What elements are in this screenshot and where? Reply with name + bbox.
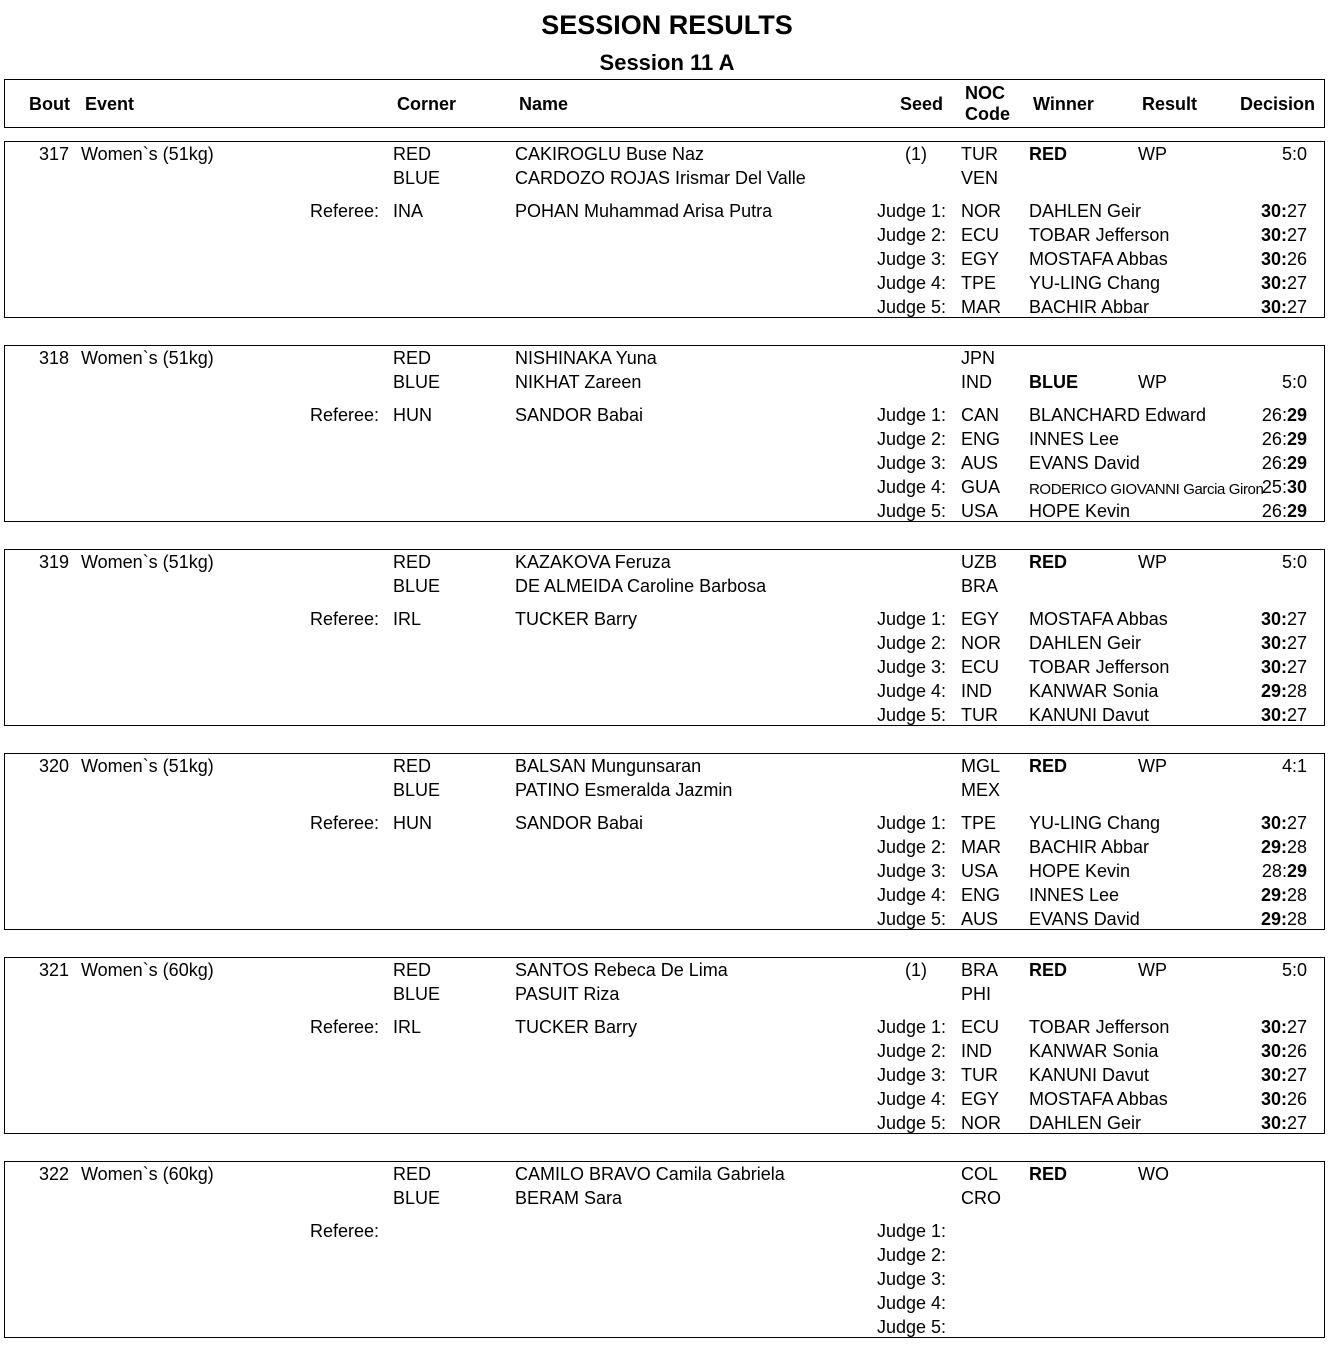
event-name: Women`s (51kg) — [81, 348, 214, 368]
judge-label: Judge 3: — [876, 249, 946, 269]
score-separator: : — [1281, 429, 1287, 449]
corner-blue-label: BLUE — [393, 168, 441, 188]
result-code: WP — [1138, 960, 1167, 980]
judge-noc: AUS — [961, 909, 999, 929]
score-separator: : — [1280, 609, 1287, 629]
score-separator: : — [1280, 705, 1287, 725]
judge-score — [1261, 633, 1307, 654]
judge-score — [1261, 1113, 1307, 1134]
judge-score-red: 30 — [1260, 633, 1281, 653]
judge-score — [1262, 477, 1307, 498]
judge-label: Judge 4: — [876, 681, 946, 701]
winner-corner: RED — [1029, 1164, 1068, 1184]
judge-noc: CAN — [961, 405, 1000, 425]
score-separator: : — [1280, 657, 1287, 677]
red-boxer-name: CAKIROGLU Buse Naz — [515, 144, 705, 164]
judge-name: DAHLEN Geir — [1029, 201, 1142, 221]
red-boxer-name: NISHINAKA Yuna — [515, 348, 657, 368]
bout-number: 322 — [38, 1164, 69, 1184]
judge-noc: NOR — [961, 1113, 1001, 1133]
red-seed: (1) — [905, 960, 927, 980]
judge-score-blue: 26 — [1286, 1089, 1307, 1109]
result-code: WP — [1138, 144, 1167, 164]
referee-noc: HUN — [393, 405, 432, 425]
judge-name: TOBAR Jefferson — [1029, 657, 1170, 677]
judge-label: Judge 5: — [876, 1113, 946, 1133]
judge-label: Judge 2: — [876, 429, 946, 449]
header-corner: Corner — [397, 94, 457, 114]
judge-label: Judge 4: — [876, 1089, 946, 1109]
blue-boxer-name: NIKHAT Zareen — [515, 372, 642, 392]
judge-score-blue: 27 — [1286, 1113, 1307, 1133]
score-separator: : — [1280, 909, 1287, 929]
judge-name: INNES Lee — [1029, 429, 1120, 449]
judge-label: Judge 3: — [876, 1269, 946, 1289]
event-name: Women`s (51kg) — [81, 552, 214, 572]
judge-score-red: 30 — [1260, 273, 1281, 293]
header-winner: Winner — [1033, 94, 1094, 114]
judge-score-blue: 29 — [1286, 429, 1307, 449]
blue-noc: VEN — [961, 168, 999, 188]
judge-score-blue: 27 — [1286, 1065, 1307, 1085]
judge-name: HOPE Kevin — [1029, 501, 1131, 521]
score-separator: : — [1280, 1041, 1287, 1061]
referee-label: Referee: — [309, 405, 379, 425]
judge-label: Judge 3: — [876, 1065, 946, 1085]
judge-name: TOBAR Jefferson — [1029, 1017, 1170, 1037]
judge-name: MOSTAFA Abbas — [1029, 249, 1168, 269]
score-separator: : — [1281, 477, 1287, 497]
header-noc: NOC — [965, 83, 1005, 103]
score-separator: : — [1280, 837, 1287, 857]
referee-noc: HUN — [393, 813, 432, 833]
judge-noc: IND — [961, 681, 992, 701]
referee-label: Referee: — [309, 1017, 379, 1037]
judge-name: KANWAR Sonia — [1029, 681, 1159, 701]
referee-label: Referee: — [309, 609, 379, 629]
judge-name: EVANS David — [1029, 453, 1140, 473]
red-noc: COL — [961, 1164, 999, 1184]
judge-noc: ECU — [961, 1017, 1000, 1037]
judge-score-red: 30 — [1260, 249, 1281, 269]
corner-blue-label: BLUE — [393, 984, 441, 1004]
judge-score-red: 30 — [1260, 201, 1281, 221]
score-separator: : — [1280, 813, 1287, 833]
judge-score — [1261, 837, 1307, 858]
blue-noc: IND — [961, 372, 992, 392]
blue-noc: PHI — [961, 984, 992, 1004]
result-code: WO — [1138, 1164, 1169, 1184]
judge-noc: TPE — [961, 273, 997, 293]
header-name: Name — [519, 94, 569, 114]
judge-noc: TUR — [961, 705, 998, 725]
judge-name: BLANCHARD Edward — [1029, 405, 1207, 425]
blue-noc: MEX — [961, 780, 1001, 800]
judge-score-red: 30 — [1260, 657, 1281, 677]
corner-blue-label: BLUE — [393, 576, 441, 596]
red-boxer-name: SANTOS Rebeca De Lima — [515, 960, 728, 980]
blue-boxer-name: PASUIT Riza — [515, 984, 620, 1004]
judge-score — [1261, 225, 1307, 246]
judge-score-blue: 29 — [1286, 861, 1307, 881]
judge-score-blue: 26 — [1286, 1041, 1307, 1061]
result-code: WP — [1138, 552, 1167, 572]
judge-name: HOPE Kevin — [1029, 861, 1131, 881]
blue-noc: BRA — [961, 576, 999, 596]
corner-red-label: RED — [393, 756, 432, 776]
blue-boxer-name: PATINO Esmeralda Jazmin — [515, 780, 733, 800]
bout-number: 318 — [38, 348, 69, 368]
judge-label: Judge 4: — [876, 1293, 946, 1313]
judge-noc: GUA — [961, 477, 1001, 497]
referee-name: TUCKER Barry — [515, 609, 638, 629]
judge-noc: TPE — [961, 813, 997, 833]
judge-score-blue: 27 — [1286, 633, 1307, 653]
judge-label: Judge 5: — [876, 909, 946, 929]
judge-score — [1262, 501, 1307, 522]
red-noc: UZB — [961, 552, 997, 572]
score-separator: : — [1281, 861, 1287, 881]
judge-score — [1261, 813, 1307, 834]
judge-score — [1262, 405, 1307, 426]
judge-name: KANUNI Davut — [1029, 705, 1150, 725]
judge-noc: TUR — [961, 1065, 998, 1085]
judge-noc: USA — [961, 861, 999, 881]
judge-score-blue: 29 — [1286, 405, 1307, 425]
judge-score-blue: 27 — [1286, 657, 1307, 677]
column-header-row — [4, 79, 1325, 128]
judge-score-red: 30 — [1260, 705, 1281, 725]
judge-score-blue: 27 — [1286, 609, 1307, 629]
judge-label: Judge 1: — [876, 813, 946, 833]
judge-score-red: 30 — [1260, 813, 1281, 833]
score-separator: : — [1280, 681, 1287, 701]
judge-score-red: 25 — [1261, 477, 1282, 497]
corner-red-label: RED — [393, 144, 432, 164]
judge-score-red: 28 — [1261, 861, 1282, 881]
bout-number: 320 — [38, 756, 69, 776]
judge-label: Judge 2: — [876, 1041, 946, 1061]
red-noc: TUR — [961, 144, 998, 164]
score-separator: : — [1281, 453, 1287, 473]
judge-score — [1261, 609, 1307, 630]
judge-score-red: 30 — [1260, 225, 1281, 245]
blue-boxer-name: DE ALMEIDA Caroline Barbosa — [515, 576, 767, 596]
event-name: Women`s (51kg) — [81, 144, 214, 164]
judge-score-blue: 28 — [1286, 681, 1307, 701]
judge-score-blue: 30 — [1286, 477, 1307, 497]
judge-score — [1261, 273, 1307, 294]
judge-name: INNES Lee — [1029, 885, 1120, 905]
referee-label: Referee: — [309, 1221, 379, 1241]
referee-noc: IRL — [393, 609, 422, 629]
winner-corner: RED — [1029, 960, 1068, 980]
decision-score: 5:0 — [1281, 372, 1307, 392]
judge-noc: AUS — [961, 453, 999, 473]
judge-score — [1262, 453, 1307, 474]
judge-noc: ECU — [961, 225, 1000, 245]
judge-name: KANWAR Sonia — [1029, 1041, 1159, 1061]
winner-corner: RED — [1029, 144, 1068, 164]
judge-score — [1261, 657, 1307, 678]
judge-score-red: 30 — [1260, 1065, 1281, 1085]
score-separator: : — [1280, 1017, 1287, 1037]
decision-score: 4:1 — [1281, 756, 1307, 776]
bout-number: 319 — [38, 552, 69, 572]
judge-noc: ENG — [961, 885, 1001, 905]
header-decision: Decision — [1240, 94, 1316, 114]
judge-label: Judge 2: — [876, 633, 946, 653]
referee-name: POHAN Muhammad Arisa Putra — [515, 201, 773, 221]
judge-score-red: 30 — [1260, 1017, 1281, 1037]
judge-score-red: 30 — [1260, 1113, 1281, 1133]
result-code: WP — [1138, 756, 1167, 776]
blue-noc: CRO — [961, 1188, 1001, 1208]
winner-corner: RED — [1029, 756, 1068, 776]
red-boxer-name: KAZAKOVA Feruza — [515, 552, 671, 572]
judge-score — [1262, 429, 1307, 450]
corner-blue-label: BLUE — [393, 1188, 441, 1208]
decision-score: 5:0 — [1281, 144, 1307, 164]
referee-noc: IRL — [393, 1017, 422, 1037]
judge-noc: MAR — [961, 297, 1001, 317]
red-noc: BRA — [961, 960, 999, 980]
judge-noc: ECU — [961, 657, 1000, 677]
winner-corner: BLUE — [1029, 372, 1078, 392]
red-noc: MGL — [961, 756, 1001, 776]
score-separator: : — [1280, 1065, 1287, 1085]
judge-label: Judge 1: — [876, 1017, 946, 1037]
bout-card — [4, 141, 1325, 318]
judge-label: Judge 3: — [876, 657, 946, 677]
bout-card — [4, 1161, 1325, 1338]
judge-label: Judge 2: — [876, 1245, 946, 1265]
judge-score-blue: 29 — [1286, 501, 1307, 521]
judge-score — [1261, 1041, 1307, 1062]
corner-red-label: RED — [393, 348, 432, 368]
header-result: Result — [1142, 94, 1198, 114]
blue-boxer-name: CARDOZO ROJAS Irismar Del Valle — [515, 168, 806, 188]
judge-score — [1261, 909, 1307, 930]
score-separator: : — [1280, 249, 1287, 269]
judge-name: BACHIR Abbar — [1029, 837, 1150, 857]
judge-noc: EGY — [961, 609, 1000, 629]
score-separator: : — [1281, 405, 1287, 425]
red-boxer-name: CAMILO BRAVO Camila Gabriela — [515, 1164, 785, 1184]
event-name: Women`s (60kg) — [81, 1164, 214, 1184]
header-bout: Bout — [29, 94, 70, 114]
header-event: Event — [85, 94, 135, 114]
judge-score-red: 30 — [1260, 609, 1281, 629]
judge-score-blue: 27 — [1286, 297, 1307, 317]
judge-label: Judge 5: — [876, 705, 946, 725]
referee-name: SANDOR Babai — [515, 813, 644, 833]
decision-score: 5:0 — [1281, 960, 1307, 980]
judge-score-red: 29 — [1260, 909, 1281, 929]
judge-label: Judge 5: — [876, 501, 946, 521]
judge-score-blue: 27 — [1286, 1017, 1307, 1037]
bout-card — [4, 957, 1325, 1134]
judge-noc: NOR — [961, 201, 1001, 221]
red-boxer-name: BALSAN Mungunsaran — [515, 756, 702, 776]
judge-noc: NOR — [961, 633, 1001, 653]
judge-name: EVANS David — [1029, 909, 1140, 929]
judge-label: Judge 4: — [876, 885, 946, 905]
judge-label: Judge 1: — [876, 405, 946, 425]
judge-score-blue: 28 — [1286, 885, 1307, 905]
judge-name: DAHLEN Geir — [1029, 633, 1142, 653]
judge-score — [1261, 681, 1307, 702]
event-name: Women`s (60kg) — [81, 960, 214, 980]
score-separator: : — [1280, 1089, 1287, 1109]
judge-noc: IND — [961, 1041, 992, 1061]
judge-score-blue: 26 — [1286, 249, 1307, 269]
judge-score-blue: 28 — [1286, 837, 1307, 857]
judge-noc: MAR — [961, 837, 1001, 857]
judge-score-blue: 29 — [1286, 453, 1307, 473]
judge-score-blue: 28 — [1286, 909, 1307, 929]
judge-name: TOBAR Jefferson — [1029, 225, 1170, 245]
score-separator: : — [1280, 885, 1287, 905]
winner-corner: RED — [1029, 552, 1068, 572]
judge-score-blue: 27 — [1286, 273, 1307, 293]
judge-name: BACHIR Abbar — [1029, 297, 1150, 317]
judge-score-red: 29 — [1260, 885, 1281, 905]
referee-label: Referee: — [309, 813, 379, 833]
bout-number: 317 — [38, 144, 69, 164]
judge-score — [1261, 885, 1307, 906]
corner-red-label: RED — [393, 1164, 432, 1184]
judge-name: MOSTAFA Abbas — [1029, 609, 1168, 629]
judge-score — [1261, 201, 1307, 222]
judge-score-red: 29 — [1260, 837, 1281, 857]
bout-number: 321 — [38, 960, 69, 980]
corner-blue-label: BLUE — [393, 372, 441, 392]
judge-score-red: 26 — [1261, 429, 1282, 449]
judge-name: DAHLEN Geir — [1029, 1113, 1142, 1133]
decision-score: 5:0 — [1281, 552, 1307, 572]
judge-score-blue: 27 — [1286, 813, 1307, 833]
judge-score — [1261, 1017, 1307, 1038]
judge-score-red: 29 — [1260, 681, 1281, 701]
judge-score — [1261, 1065, 1307, 1086]
bout-card — [4, 753, 1325, 930]
judge-score-blue: 27 — [1286, 705, 1307, 725]
judge-score-red: 30 — [1260, 1089, 1281, 1109]
referee-name: SANDOR Babai — [515, 405, 644, 425]
judge-label: Judge 5: — [876, 297, 946, 317]
red-noc: JPN — [961, 348, 996, 368]
judge-label: Judge 4: — [876, 477, 946, 497]
judge-label: Judge 1: — [876, 201, 946, 221]
judge-score — [1261, 1089, 1307, 1110]
judge-noc: EGY — [961, 249, 1000, 269]
red-seed: (1) — [905, 144, 927, 164]
blue-boxer-name: BERAM Sara — [515, 1188, 623, 1208]
score-separator: : — [1280, 297, 1287, 317]
judge-name: MOSTAFA Abbas — [1029, 1089, 1168, 1109]
score-separator: : — [1280, 201, 1287, 221]
score-separator: : — [1280, 633, 1287, 653]
judge-score-blue: 27 — [1286, 201, 1307, 221]
judge-noc: USA — [961, 501, 999, 521]
judge-label: Judge 3: — [876, 453, 946, 473]
result-code: WP — [1138, 372, 1167, 392]
judge-label: Judge 5: — [876, 1317, 946, 1337]
judge-noc: EGY — [961, 1089, 1000, 1109]
judge-noc: ENG — [961, 429, 1001, 449]
bout-card — [4, 345, 1325, 522]
judge-label: Judge 1: — [876, 609, 946, 629]
judge-label: Judge 3: — [876, 861, 946, 881]
referee-name: TUCKER Barry — [515, 1017, 638, 1037]
header-seed: Seed — [900, 94, 944, 114]
corner-red-label: RED — [393, 960, 432, 980]
session-subtitle: Session 11 A — [599, 50, 735, 75]
referee-noc: INA — [393, 201, 424, 221]
judge-label: Judge 2: — [876, 837, 946, 857]
judge-label: Judge 4: — [876, 273, 946, 293]
judge-name: KANUNI Davut — [1029, 1065, 1150, 1085]
judge-score-red: 30 — [1260, 297, 1281, 317]
score-separator: : — [1281, 501, 1287, 521]
judge-score-blue: 27 — [1286, 225, 1307, 245]
judge-name: YU-LING Chang — [1029, 273, 1161, 293]
judge-score — [1261, 297, 1307, 318]
judge-score — [1261, 705, 1307, 726]
corner-blue-label: BLUE — [393, 780, 441, 800]
judge-score-red: 26 — [1261, 453, 1282, 473]
judge-score-red: 26 — [1261, 501, 1282, 521]
judge-name: RODERICO GIOVANNI Garcia Giron — [1029, 481, 1264, 498]
judge-name: YU-LING Chang — [1029, 813, 1161, 833]
judge-label: Judge 1: — [876, 1221, 946, 1241]
judge-score — [1261, 249, 1307, 270]
judge-score — [1262, 861, 1307, 882]
score-separator: : — [1280, 225, 1287, 245]
score-separator: : — [1280, 273, 1287, 293]
corner-red-label: RED — [393, 552, 432, 572]
judge-score-red: 26 — [1261, 405, 1282, 425]
judge-score-red: 30 — [1260, 1041, 1281, 1061]
event-name: Women`s (51kg) — [81, 756, 214, 776]
score-separator: : — [1280, 1113, 1287, 1133]
judge-label: Judge 2: — [876, 225, 946, 245]
page-title: SESSION RESULTS — [541, 10, 793, 40]
referee-label: Referee: — [309, 201, 379, 221]
bout-card — [4, 549, 1325, 726]
header-code: Code — [965, 104, 1010, 124]
